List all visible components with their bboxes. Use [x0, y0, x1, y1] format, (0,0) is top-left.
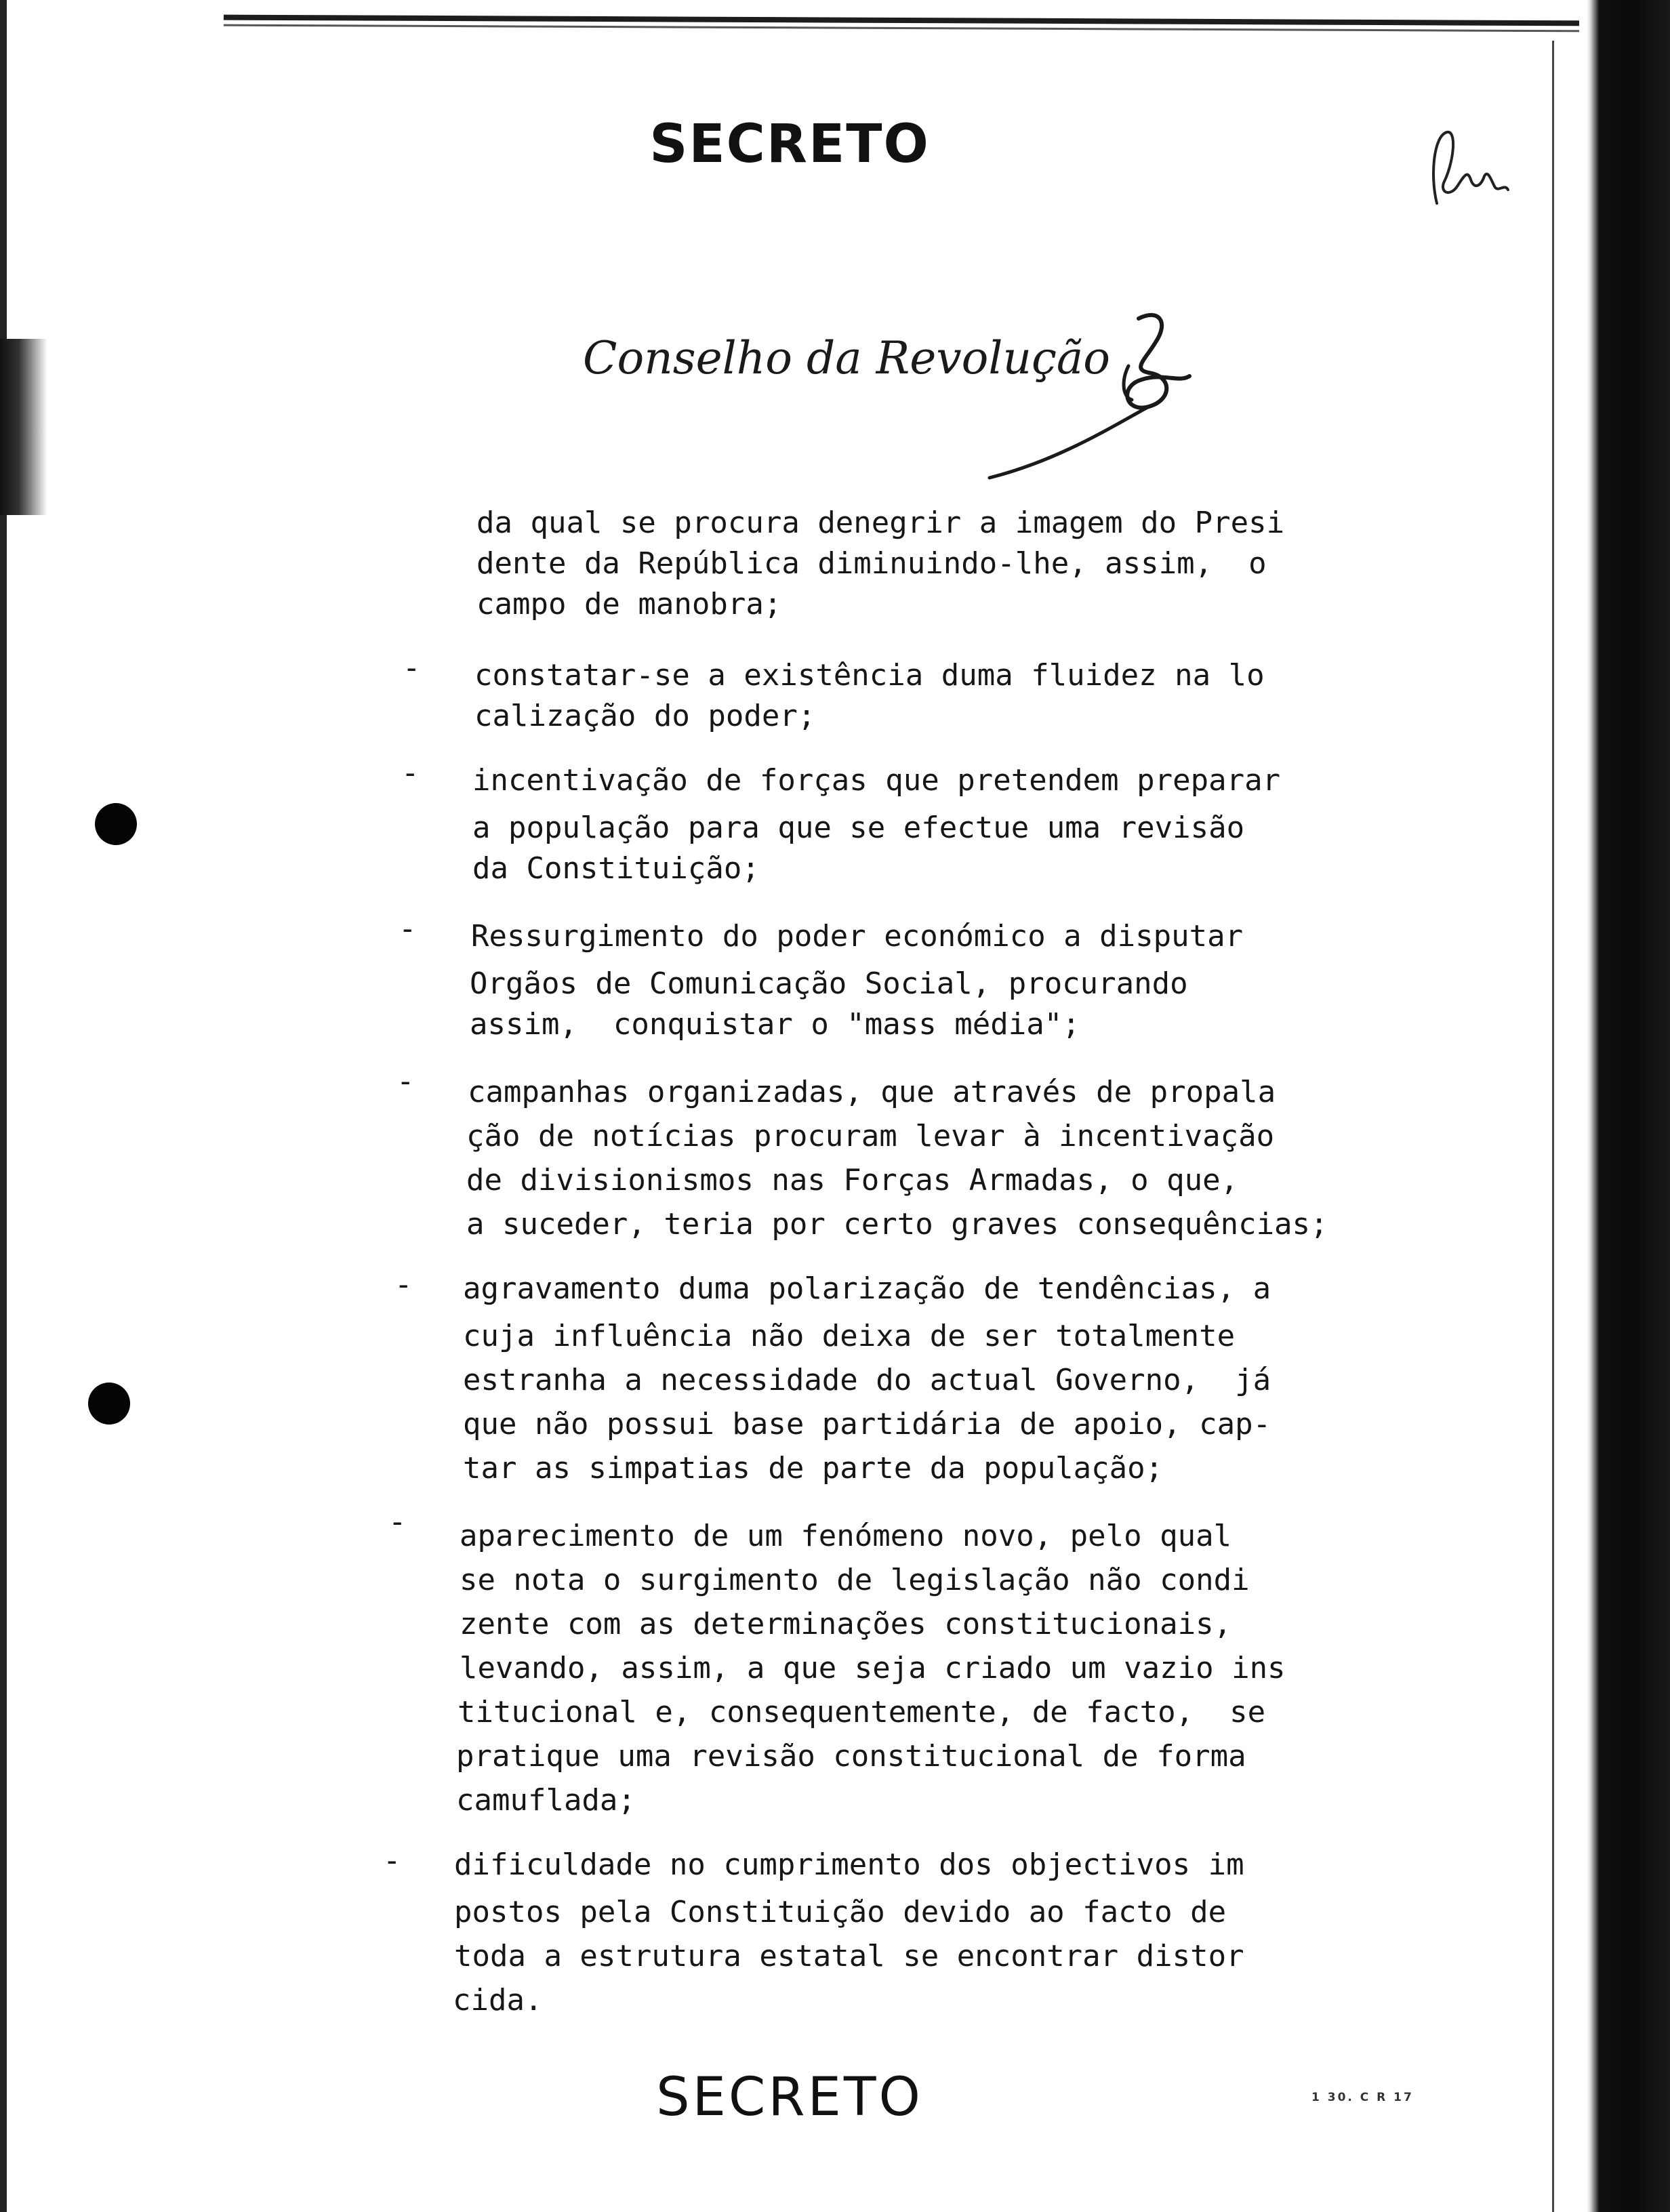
text-line: dificuldade no cumprimento dos objectivos im	[454, 1847, 1244, 1882]
letterhead-council: Conselho da Revolução	[583, 332, 1111, 384]
text-line: zente com as determinações constitucionais,	[460, 1607, 1232, 1641]
text-line: dente da República diminuindo-lhe, assim, o	[476, 546, 1267, 581]
punch-hole-upper	[95, 803, 137, 845]
scan-top-rule	[224, 15, 1593, 26]
text-line: calização do poder;	[474, 699, 816, 733]
bullet-dash: -	[399, 912, 417, 946]
text-line: se nota o surgimento de legislação não condi	[460, 1563, 1250, 1597]
scan-right-edge	[1579, 0, 1670, 2212]
text-line: a população para que se efectue uma revisão	[472, 811, 1245, 845]
text-line: toda a estrutura estatal se encontrar distor	[454, 1939, 1244, 1973]
text-line: de divisionismos nas Forças Armadas, o que,	[466, 1163, 1239, 1197]
text-line: postos pela Constituição devido ao facto de	[454, 1895, 1227, 1929]
bullet-dash: -	[383, 1843, 401, 1878]
bullet-dash: -	[394, 1267, 413, 1302]
text-line: constatar-se a existência duma fluidez na lo	[474, 658, 1265, 693]
classification-footer: SECRETO	[656, 2067, 923, 2128]
text-line: assim, conquistar o "mass média";	[470, 1007, 1080, 1042]
scan-right-margin-line	[1552, 41, 1554, 2212]
text-line: agravamento duma polarização de tendências, a	[463, 1271, 1271, 1306]
text-line: campanhas organizadas, que através de propala	[468, 1075, 1276, 1109]
text-line: ção de notícias procuram levar à incentivação	[466, 1119, 1275, 1153]
text-line: campo de manobra;	[476, 587, 782, 621]
text-line: Orgãos de Comunicação Social, procurando	[470, 966, 1188, 1001]
text-line: titucional e, consequentemente, de facto, se	[457, 1695, 1266, 1729]
punch-hole-lower	[88, 1382, 130, 1425]
text-line: da Constituição;	[472, 851, 760, 886]
classification-header: SECRETO	[649, 114, 930, 175]
scan-left-edge	[0, 0, 7, 2212]
text-line: da qual se procura denegrir a imagem do Presi	[476, 506, 1285, 540]
scan-left-smudge	[0, 339, 47, 515]
scan-top-rule-secondary	[224, 24, 1593, 33]
bullet-dash: -	[401, 756, 420, 790]
handwritten-rubric	[1417, 122, 1518, 230]
text-line: estranha a necessidade do actual Governo, já	[463, 1363, 1271, 1397]
form-code: 1 30. C R 17	[1311, 2091, 1414, 2104]
handwritten-initials	[976, 305, 1234, 488]
text-line: que não possui base partidária de apoio, cap-	[463, 1407, 1271, 1441]
text-line: pratique uma revisão constitucional de forma	[456, 1739, 1246, 1774]
text-line: cida.	[453, 1983, 543, 2018]
text-line: Ressurgimento do poder económico a disputar	[471, 919, 1244, 954]
bullet-dash: -	[396, 1064, 415, 1099]
bullet-dash: -	[403, 651, 421, 685]
text-line: cuja influência não deixa de ser totalmente	[463, 1319, 1236, 1353]
text-line: a suceder, teria por certo graves consequências;	[466, 1207, 1328, 1242]
text-line: incentivação de forças que pretendem preparar	[472, 763, 1281, 798]
text-line: aparecimento de um fenómeno novo, pelo qual	[460, 1519, 1232, 1553]
text-line: tar as simpatias de parte da população;	[463, 1451, 1164, 1486]
text-line: levando, assim, a que seja criado um vazio ins	[460, 1651, 1286, 1685]
text-line: camuflada;	[456, 1783, 636, 1818]
bullet-dash: -	[388, 1504, 407, 1539]
